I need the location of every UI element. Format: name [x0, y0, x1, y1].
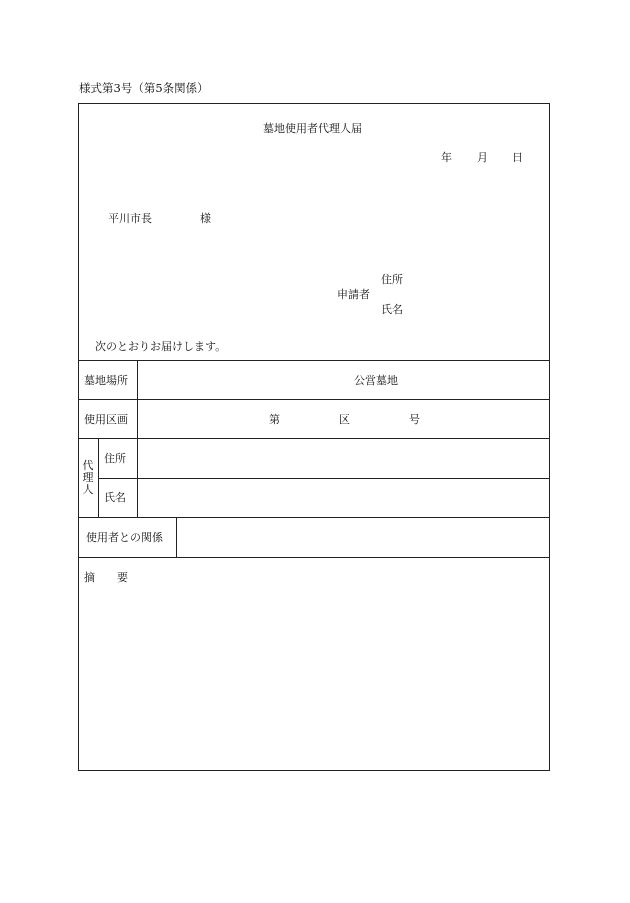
form-title: 墓地使用者代理人届 [263, 122, 362, 135]
plot-ku-label: 区 [339, 413, 350, 426]
plot-go-label: 号 [409, 413, 420, 426]
applicant-address-label: 住所 [381, 273, 403, 286]
remarks-label: 摘 要 [84, 571, 128, 584]
form-frame [78, 103, 550, 771]
agent-label: 代 理 人 [82, 459, 94, 496]
cemetery-location-label: 墓地場所 [84, 374, 128, 387]
rule-row-location [78, 399, 550, 400]
applicant-name-label: 氏名 [381, 303, 403, 316]
rule-col-labels [137, 360, 138, 517]
addressee-name: 平川市長 [108, 212, 152, 225]
rule-row-relationship [78, 557, 550, 558]
rule-row-agent-address [98, 478, 550, 479]
rule-col-agent [98, 438, 99, 517]
cemetery-location-value: 公営墓地 [354, 374, 398, 387]
intro-text: 次のとおりお届けします。 [95, 340, 227, 353]
agent-address-label: 住所 [104, 452, 126, 465]
rule-row-agent-name [78, 517, 550, 518]
date-year-label: 年 [441, 151, 452, 164]
applicant-label: 申請者 [337, 288, 370, 301]
rule-row-plot [78, 438, 550, 439]
rule-top-section [78, 360, 550, 361]
agent-name-label: 氏名 [104, 491, 126, 504]
date-month-label: 月 [477, 151, 488, 164]
date-day-label: 日 [512, 151, 523, 164]
addressee-honorific: 様 [200, 212, 211, 225]
form-number: 様式第3号（第5条関係） [79, 81, 209, 95]
plot-dai-label: 第 [269, 413, 280, 426]
plot-label: 使用区画 [84, 413, 128, 426]
rule-col-relationship [176, 517, 177, 557]
relationship-label: 使用者との関係 [86, 531, 163, 544]
